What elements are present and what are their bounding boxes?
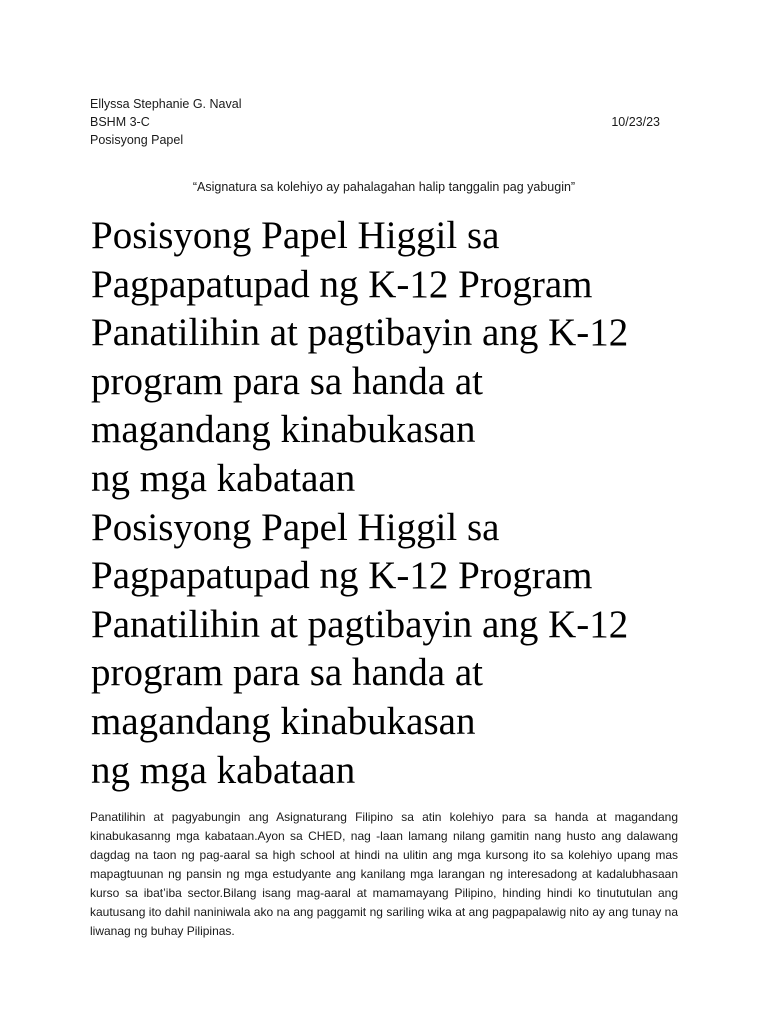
- title-line: Pagpapatupad ng K-12 Program: [91, 262, 593, 306]
- title-line: Panatilihin at pagtibayin ang K-12: [91, 311, 629, 355]
- body-paragraph: Panatilihin at pagyabungin ang Asignaturang Filipino sa atin kolehiyo para sa handa at magandang kinabukasanng mga kabataan.Ayon sa CHED, nag -laan lamang nilang gamitin nang husto ang dalawang dagdag na taon ng pag-aaral sa high school at hindi na ulitin ang mga kursong ito sa kolehiyo upang mas mapagtuunan ng pansin ng mga estudyante ang kanilang mga larangan ng interesadong at kadalubhasaan kurso sa ibat’iba sector.Bilang isang mag-aaral at mamamayang Pilipino, hinding hindi ko tinututulan ang kautusang ito dahil naniniwala ako na ang paggamit ng sariling wika at ang pagpapalawig nito ay ang tunay na liwanag ng buhay Pilipinas.: [90, 810, 678, 938]
- section-label: BSHM 3-C: [90, 115, 150, 129]
- document-title: [91, 212, 731, 795]
- title-line: magandang kinabukasan: [91, 699, 476, 743]
- document-date: 10/23/23: [611, 115, 660, 129]
- title-line: magandang kinabukasan: [91, 408, 476, 452]
- title-line: program para sa handa at: [91, 651, 483, 695]
- title-line: Pagpapatupad ng K-12 Program: [91, 554, 593, 598]
- document-header: [90, 95, 660, 149]
- title-line: program para sa handa at: [91, 359, 483, 403]
- title-line: Posisyong Papel Higgil sa: [91, 214, 500, 257]
- author-line: [90, 95, 660, 113]
- doc-type-line: [90, 131, 660, 149]
- author-name: Ellyssa Stephanie G. Naval: [90, 97, 242, 111]
- section-date-line: [90, 113, 660, 131]
- title-line: Panatilihin at pagtibayin ang K-12: [91, 602, 629, 646]
- epigraph-quote: “Asignatura sa kolehiyo ay pahalagahan halip tanggalin pag yabugin”: [192, 180, 576, 194]
- title-line: Posisyong Papel Higgil sa: [91, 505, 500, 549]
- title-line: ng mga kabataan: [91, 748, 356, 792]
- document-type: Posisyong Papel: [90, 133, 184, 147]
- title-line: ng mga kabataan: [91, 456, 356, 500]
